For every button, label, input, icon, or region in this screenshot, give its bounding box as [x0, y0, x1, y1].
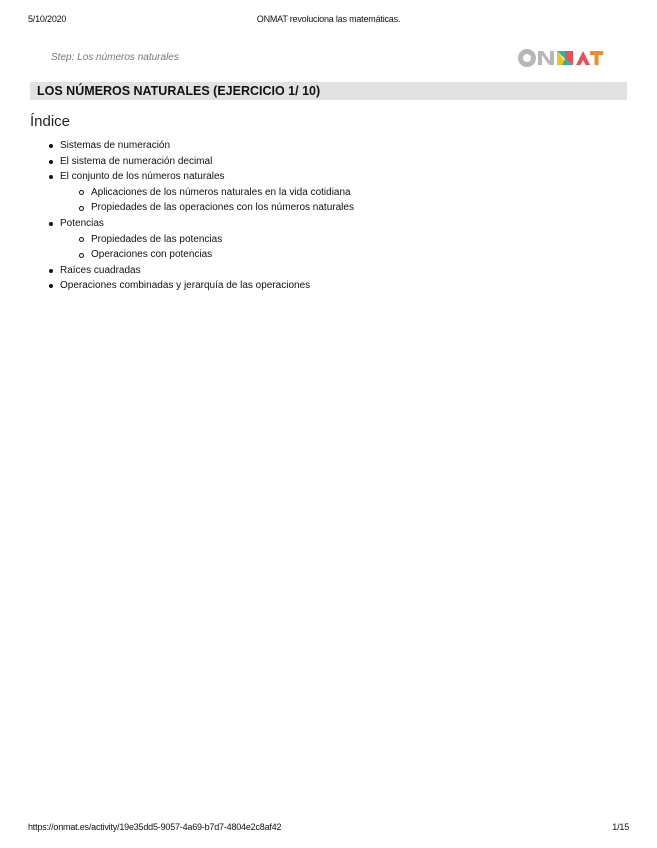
index-item-label: Aplicaciones de los números naturales en la vida cotidiana	[91, 186, 351, 198]
index-item-label: Raíces cuadradas	[60, 264, 141, 276]
bullet-icon	[49, 284, 53, 288]
index-item[interactable]	[30, 263, 354, 279]
logo-letter-n	[538, 51, 554, 65]
print-date: 5/10/2020	[28, 14, 67, 24]
circle-bullet-icon	[79, 237, 84, 242]
index-item-label: Sistemas de numeración	[60, 140, 171, 151]
index-item[interactable]	[30, 216, 354, 232]
index-item-label: El conjunto de los números naturales	[60, 171, 225, 183]
bullet-icon	[49, 144, 53, 148]
logo-letter-a	[576, 51, 590, 65]
onmat-logo	[518, 48, 604, 68]
index-item[interactable]	[30, 278, 354, 294]
index-subitem[interactable]	[30, 200, 354, 216]
logo-letter-t	[590, 51, 603, 65]
circle-bullet-icon	[79, 206, 84, 211]
step-label: Step: Los números naturales	[51, 52, 179, 63]
index-item[interactable]	[30, 154, 354, 170]
index-item-label: El sistema de numeración decimal	[60, 155, 213, 167]
index-item-label: Operaciones con potencias	[91, 249, 213, 261]
print-document-title: ONMAT revoluciona las matemáticas.	[256, 14, 401, 24]
logo-letter-o	[521, 52, 534, 65]
index-subitem[interactable]	[30, 185, 354, 201]
index-list	[30, 138, 354, 294]
index-item[interactable]	[30, 169, 354, 185]
bullet-icon	[49, 222, 53, 226]
index-subitem[interactable]	[30, 232, 354, 248]
index-subitem[interactable]	[30, 247, 354, 263]
index-item-label: Propiedades de las potencias	[91, 233, 223, 245]
circle-bullet-icon	[79, 253, 84, 258]
circle-bullet-icon	[79, 190, 84, 195]
print-url: https://onmat.es/activity/19e35dd5-9057-4a69-b7d7-4804e2c8af42	[28, 822, 282, 832]
page-number: 1/15	[612, 822, 629, 832]
index-item-label: Operaciones combinadas y jerarquía de las operaciones	[60, 280, 311, 292]
print-header	[28, 14, 629, 28]
exercise-title: LOS NÚMEROS NATURALES (EJERCICIO 1/ 10)	[37, 84, 321, 98]
bullet-icon	[49, 175, 53, 179]
index-item-label: Propiedades de las operaciones con los números naturales	[91, 202, 354, 214]
index-heading: Índice	[30, 113, 71, 130]
index-item[interactable]	[30, 138, 354, 154]
bullet-icon	[49, 269, 53, 273]
print-footer	[28, 822, 629, 836]
index-item-label: Potencias	[60, 217, 104, 229]
bullet-icon	[49, 160, 53, 164]
exercise-title-bar	[30, 82, 627, 100]
logo-letter-m	[557, 51, 573, 65]
